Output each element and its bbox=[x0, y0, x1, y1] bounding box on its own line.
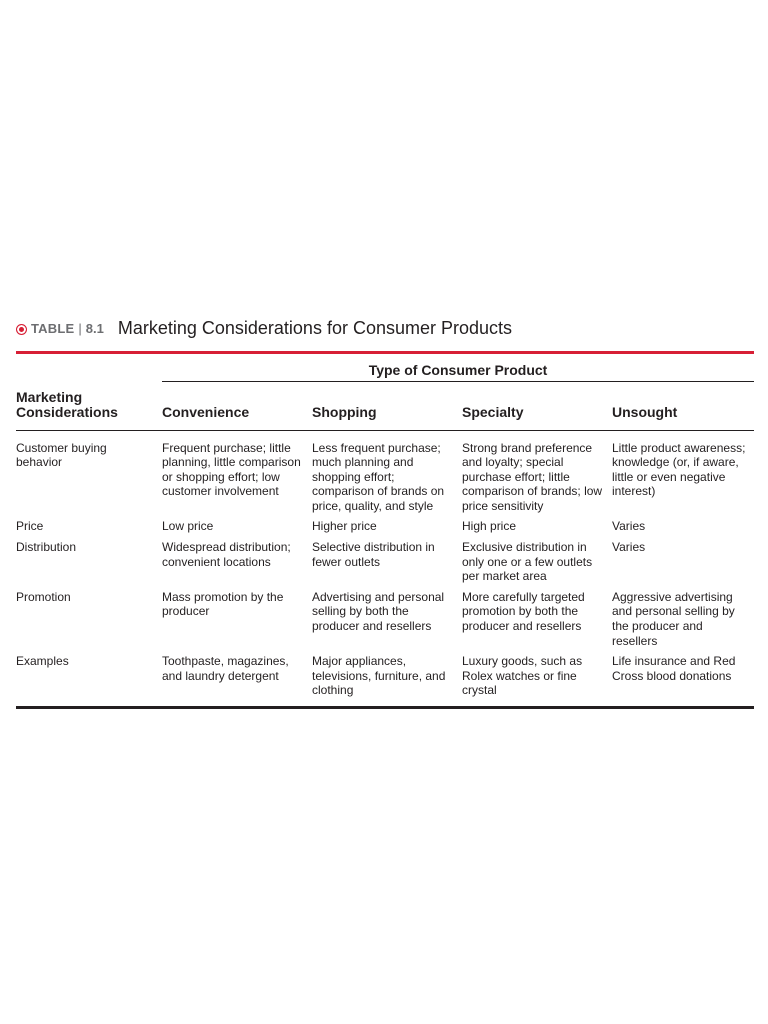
table-cell: High price bbox=[462, 519, 517, 534]
table-cell: Higher price bbox=[312, 519, 377, 534]
bottom-rule bbox=[16, 706, 754, 709]
column-header-unsought: Unsought bbox=[612, 403, 678, 420]
table-label: TABLE bbox=[31, 321, 75, 336]
table-cell: Varies bbox=[612, 540, 646, 555]
table-cell: Mass promotion by the producer bbox=[162, 589, 284, 619]
row-label: Examples bbox=[16, 654, 69, 669]
table-cell: Little product awareness; knowledge (or, if aware, little or even negative interest) bbox=[612, 440, 746, 499]
table-row bbox=[16, 540, 754, 590]
row-label: Distribution bbox=[16, 540, 77, 555]
row-label: Promotion bbox=[16, 589, 71, 604]
table-cell: Exclusive distribution in only one or a few outlets per market area bbox=[462, 540, 593, 584]
table-cell: Major appliances, televisions, furniture, and clothing bbox=[312, 654, 446, 698]
column-header-specialty: Specialty bbox=[462, 403, 524, 420]
group-header-spacer bbox=[16, 354, 162, 382]
group-header: Type of Consumer Product bbox=[162, 354, 754, 382]
table-cell: Aggressive advertising and personal selling by the producer and resellers bbox=[612, 589, 735, 648]
table-figure bbox=[16, 318, 754, 709]
table-title-row bbox=[16, 318, 754, 348]
table-cell: Luxury goods, such as Rolex watches or fine crystal bbox=[462, 654, 583, 698]
table-row bbox=[16, 431, 754, 520]
table-row bbox=[16, 519, 754, 540]
consumer-products-table bbox=[16, 354, 754, 704]
table-cell: Frequent purchase; little planning, little comparison or shopping effort; low customer involvement bbox=[162, 440, 301, 499]
table-label-box bbox=[16, 321, 104, 336]
column-header-row bbox=[16, 382, 754, 431]
red-bullet-icon bbox=[16, 324, 27, 335]
table-cell: More carefully targeted promotion by both the producer and resellers bbox=[462, 589, 585, 634]
table-row bbox=[16, 654, 754, 704]
table-number: 8.1 bbox=[85, 321, 104, 336]
table-cell: Strong brand preference and loyalty; special purchase effort; little comparison of brands; low price sensitivity bbox=[462, 440, 603, 513]
table-row bbox=[16, 590, 754, 654]
table-cell: Toothpaste, magazines, and laundry detergent bbox=[162, 654, 289, 683]
table-cell: Selective distribution in fewer outlets bbox=[312, 540, 435, 569]
table-cell: Life insurance and Red Cross blood donations bbox=[612, 654, 736, 683]
table-cell: Advertising and personal selling by both the producer and resellers bbox=[312, 589, 445, 634]
column-header-shopping: Shopping bbox=[312, 403, 377, 420]
table-cell: Varies bbox=[612, 519, 646, 534]
column-header-convenience: Convenience bbox=[162, 403, 250, 420]
table-cell: Low price bbox=[162, 519, 214, 534]
row-header-title: Marketing Considerations bbox=[16, 388, 118, 420]
row-label: Price bbox=[16, 519, 44, 534]
table-title: Marketing Considerations for Consumer Products bbox=[117, 318, 513, 338]
table-cell: Less frequent purchase; much planning and shopping effort; comparison of brands on price, quality, and style bbox=[312, 440, 445, 513]
table-cell: Widespread distribution; convenient locations bbox=[162, 540, 291, 569]
row-label: Customer buying behavior bbox=[16, 440, 107, 470]
table-label-separator: | bbox=[78, 321, 82, 336]
group-header-row bbox=[16, 354, 754, 382]
